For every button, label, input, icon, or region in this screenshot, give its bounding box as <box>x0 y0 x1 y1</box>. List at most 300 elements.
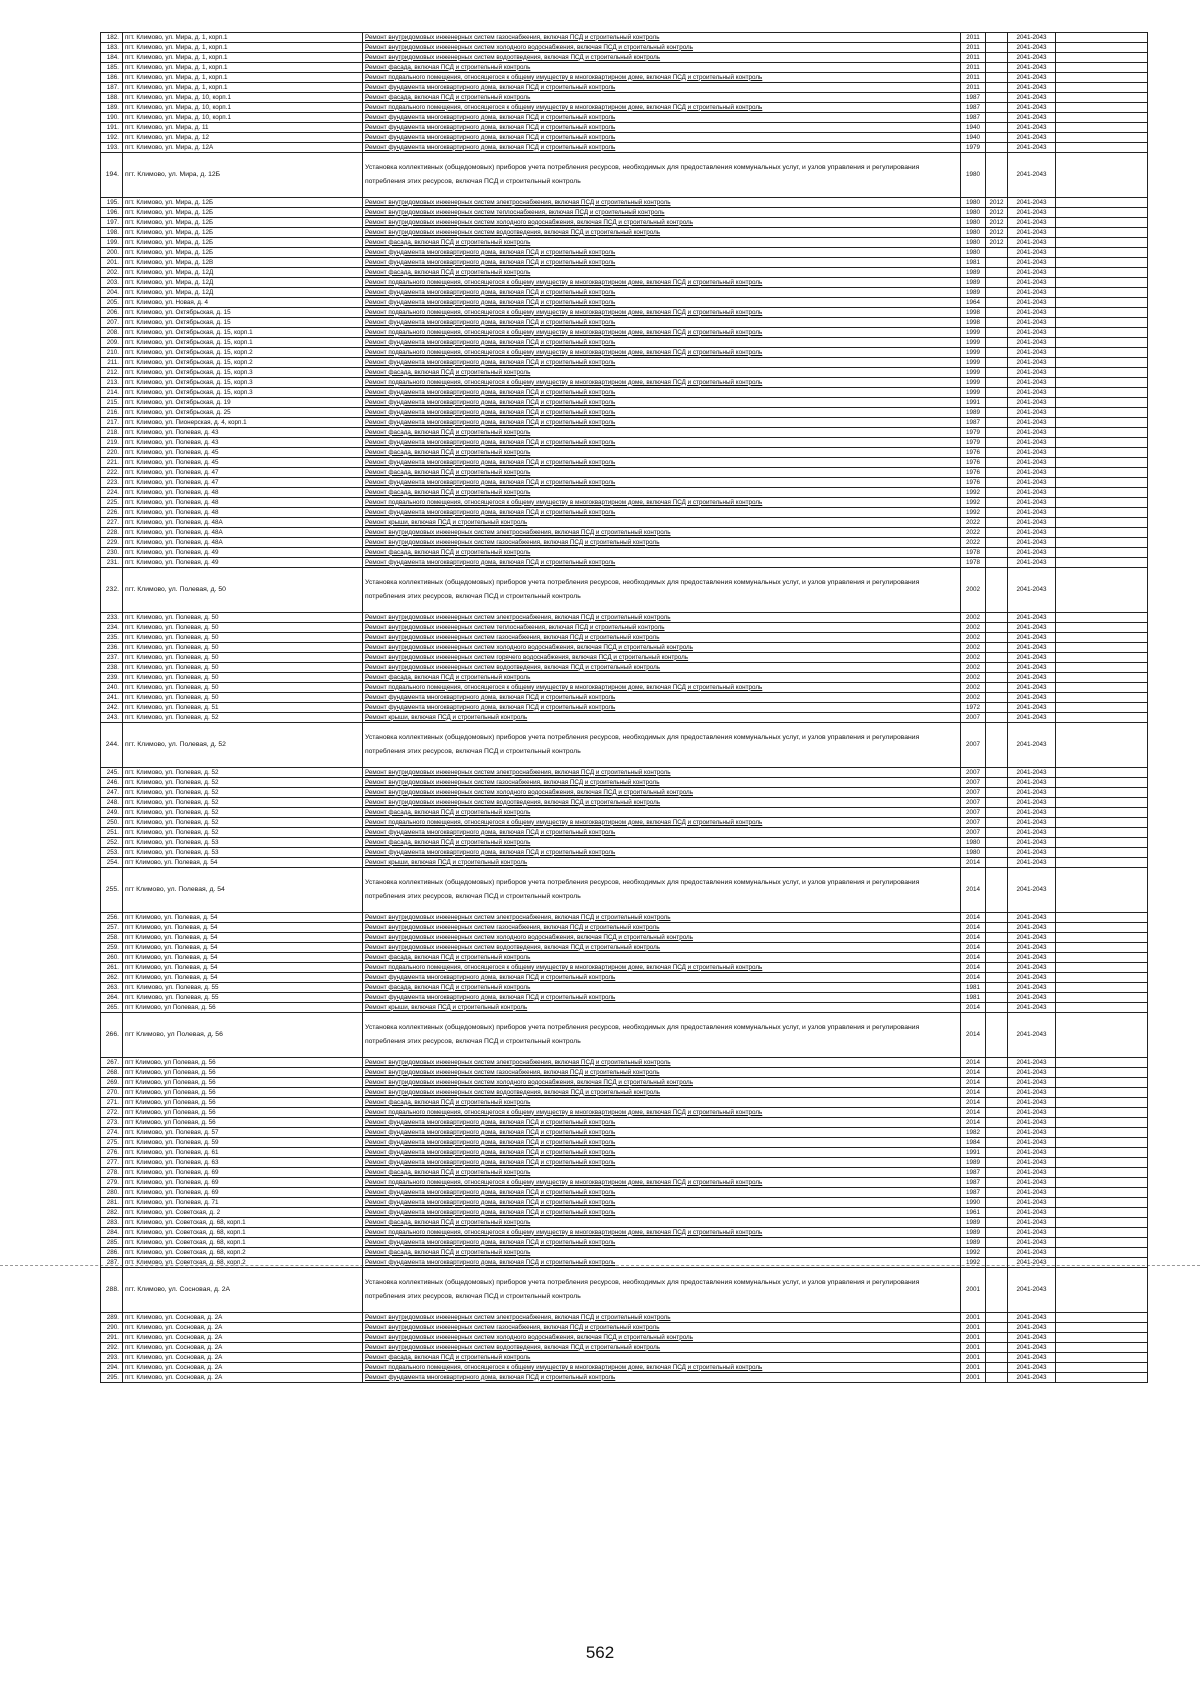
row-number-cell: 204. <box>101 288 123 298</box>
table-row <box>101 673 1148 683</box>
repair-year-cell <box>986 398 1008 408</box>
work-description-cell: Ремонт фундамента многоквартирного дома, включая ПСД и строительный контроль <box>363 83 961 93</box>
empty-cell <box>1056 643 1148 653</box>
table-row <box>101 408 1148 418</box>
work-description-cell: Ремонт фундамента многоквартирного дома, включая ПСД и строительный контроль <box>363 693 961 703</box>
planned-period-cell: 2041-2043 <box>1008 963 1056 973</box>
build-year-cell: 2014 <box>961 1098 986 1108</box>
work-description-cell: Ремонт внутридомовых инженерных систем водоотведения, включая ПСД и строительный контроль <box>363 228 961 238</box>
empty-cell <box>1056 1353 1148 1363</box>
build-year-cell: 1979 <box>961 428 986 438</box>
table-row <box>101 348 1148 358</box>
repair-year-cell <box>986 1138 1008 1148</box>
repair-year-cell <box>986 808 1008 818</box>
repair-year-cell <box>986 43 1008 53</box>
row-number-cell: 214. <box>101 388 123 398</box>
address-cell: пгт. Климово, ул. Мира, д. 1, корп.1 <box>123 63 363 73</box>
empty-cell <box>1056 63 1148 73</box>
empty-cell <box>1056 238 1148 248</box>
table-row <box>101 713 1148 723</box>
address-cell: пгт. Климово, ул. Октябрьская, д. 15 <box>123 308 363 318</box>
address-cell: пгт. Климово, ул. Полевая, д. 48 <box>123 488 363 498</box>
row-number-cell: 278. <box>101 1168 123 1178</box>
table-row <box>101 1313 1148 1323</box>
repair-year-cell <box>986 1013 1008 1058</box>
table-row <box>101 1138 1148 1148</box>
row-number-cell: 252. <box>101 838 123 848</box>
row-number-cell: 235. <box>101 633 123 643</box>
table-row <box>101 983 1148 993</box>
row-number-cell: 247. <box>101 788 123 798</box>
planned-period-cell: 2041-2043 <box>1008 278 1056 288</box>
repair-year-cell <box>986 368 1008 378</box>
repair-year-cell <box>986 488 1008 498</box>
row-number-cell: 225. <box>101 498 123 508</box>
empty-cell <box>1056 488 1148 498</box>
work-description-cell: Ремонт фасада, включая ПСД и строительный контроль <box>363 368 961 378</box>
repair-year-cell <box>986 288 1008 298</box>
table-row <box>101 613 1148 623</box>
table-row <box>101 228 1148 238</box>
row-number-cell: 208. <box>101 328 123 338</box>
row-number-cell: 184. <box>101 53 123 63</box>
work-description-cell: Ремонт внутридомовых инженерных систем водоотведения, включая ПСД и строительный контроль <box>363 663 961 673</box>
row-number-cell: 268. <box>101 1068 123 1078</box>
table-row <box>101 113 1148 123</box>
row-number-cell: 269. <box>101 1078 123 1088</box>
build-year-cell: 2011 <box>961 63 986 73</box>
repair-year-cell <box>986 33 1008 43</box>
row-number-cell: 224. <box>101 488 123 498</box>
table-body <box>101 33 1148 1383</box>
empty-cell <box>1056 338 1148 348</box>
work-description-cell: Ремонт подвального помещения, относящегося к общему имуществу в многоквартирном доме, включая ПСД и строительный контроль <box>363 818 961 828</box>
address-cell: пгт. Климово, ул. Октябрьская, д. 15 <box>123 318 363 328</box>
repair-year-cell <box>986 1108 1008 1118</box>
row-number-cell: 259. <box>101 943 123 953</box>
repair-year-cell <box>986 63 1008 73</box>
build-year-cell: 1992 <box>961 508 986 518</box>
row-number-cell: 212. <box>101 368 123 378</box>
planned-period-cell: 2041-2043 <box>1008 418 1056 428</box>
table-row <box>101 623 1148 633</box>
empty-cell <box>1056 1333 1148 1343</box>
empty-cell <box>1056 868 1148 913</box>
build-year-cell: 2001 <box>961 1333 986 1343</box>
address-cell: пгт. Климово, ул. Полевая, д. 55 <box>123 993 363 1003</box>
address-cell: пгт. Климово, ул. Полевая, д. 59 <box>123 1138 363 1148</box>
empty-cell <box>1056 683 1148 693</box>
address-cell: пгт. Климово, ул. Мира, д. 12Б <box>123 208 363 218</box>
address-cell: пгт. Климово, ул. Полевая, д. 52 <box>123 713 363 723</box>
empty-cell <box>1056 53 1148 63</box>
build-year-cell: 2007 <box>961 818 986 828</box>
planned-period-cell: 2041-2043 <box>1008 768 1056 778</box>
repair-year-cell <box>986 248 1008 258</box>
repair-year-cell <box>986 93 1008 103</box>
planned-period-cell: 2041-2043 <box>1008 703 1056 713</box>
work-description-cell: Ремонт фундамента многоквартирного дома, включая ПСД и строительный контроль <box>363 1158 961 1168</box>
empty-cell <box>1056 778 1148 788</box>
empty-cell <box>1056 953 1148 963</box>
empty-cell <box>1056 368 1148 378</box>
work-description-cell: Ремонт фасада, включая ПСД и строительный контроль <box>363 448 961 458</box>
table-row <box>101 63 1148 73</box>
repair-year-cell <box>986 1068 1008 1078</box>
build-year-cell: 1940 <box>961 133 986 143</box>
build-year-cell: 2001 <box>961 1353 986 1363</box>
repair-year-cell <box>986 558 1008 568</box>
table-row <box>101 133 1148 143</box>
table-row <box>101 1188 1148 1198</box>
repair-year-cell <box>986 778 1008 788</box>
repair-year-cell <box>986 1208 1008 1218</box>
empty-cell <box>1056 398 1148 408</box>
planned-period-cell: 2041-2043 <box>1008 778 1056 788</box>
address-cell: пгт. Климово, ул. Октябрьская, д. 15, корп.1 <box>123 328 363 338</box>
address-cell: пгт. Климово, ул. Октябрьская, д. 25 <box>123 408 363 418</box>
empty-cell <box>1056 1158 1148 1168</box>
address-cell: пгт. Климово, ул. Пионерская, д. 4, корп.1 <box>123 418 363 428</box>
empty-cell <box>1056 113 1148 123</box>
row-number-cell: 255. <box>101 868 123 913</box>
work-description-cell: Ремонт фундамента многоквартирного дома, включая ПСД и строительный контроль <box>363 828 961 838</box>
address-cell: пгт. Климово, ул. Советская, д. 68, корп.2 <box>123 1248 363 1258</box>
empty-cell <box>1056 1098 1148 1108</box>
empty-cell <box>1056 508 1148 518</box>
row-number-cell: 202. <box>101 268 123 278</box>
address-cell: пгт Климово, ул. Полевая, д. 54 <box>123 868 363 913</box>
empty-cell <box>1056 498 1148 508</box>
work-description-cell: Ремонт подвального помещения, относящегося к общему имуществу в многоквартирном доме, включая ПСД и строительный контроль <box>363 1228 961 1238</box>
empty-cell <box>1056 768 1148 778</box>
row-number-cell: 238. <box>101 663 123 673</box>
table-row <box>101 548 1148 558</box>
row-number-cell: 205. <box>101 298 123 308</box>
planned-period-cell: 2041-2043 <box>1008 198 1056 208</box>
work-description-cell: Ремонт фасада, включая ПСД и строительный контроль <box>363 983 961 993</box>
address-cell: пгт. Климово, ул. Полевая, д. 52 <box>123 723 363 768</box>
repair-year-cell <box>986 278 1008 288</box>
work-description-cell: Установка коллективных (общедомовых) приборов учета потребления ресурсов, необходимых для предоставления коммунальных услуг, и узлов управления и регулирования потребления этих ресурсов, включая ПСД и строительный контроль <box>363 1268 961 1313</box>
repair-year-cell <box>986 683 1008 693</box>
address-cell: пгт Климово, ул. Полевая, д. 54 <box>123 953 363 963</box>
table-row <box>101 703 1148 713</box>
planned-period-cell: 2041-2043 <box>1008 238 1056 248</box>
table-row <box>101 298 1148 308</box>
row-number-cell: 290. <box>101 1323 123 1333</box>
planned-period-cell: 2041-2043 <box>1008 468 1056 478</box>
build-year-cell: 1992 <box>961 488 986 498</box>
row-number-cell: 254. <box>101 858 123 868</box>
planned-period-cell: 2041-2043 <box>1008 448 1056 458</box>
repair-year-cell <box>986 1373 1008 1383</box>
empty-cell <box>1056 923 1148 933</box>
row-number-cell: 193. <box>101 143 123 153</box>
row-number-cell: 216. <box>101 408 123 418</box>
empty-cell <box>1056 258 1148 268</box>
row-number-cell: 245. <box>101 768 123 778</box>
planned-period-cell: 2041-2043 <box>1008 518 1056 528</box>
work-description-cell: Ремонт фундамента многоквартирного дома, включая ПСД и строительный контроль <box>363 133 961 143</box>
work-description-cell: Ремонт фасада, включая ПСД и строительный контроль <box>363 838 961 848</box>
empty-cell <box>1056 983 1148 993</box>
empty-cell <box>1056 913 1148 923</box>
empty-cell <box>1056 1013 1148 1058</box>
build-year-cell: 2002 <box>961 683 986 693</box>
planned-period-cell: 2041-2043 <box>1008 808 1056 818</box>
planned-period-cell: 2041-2043 <box>1008 1108 1056 1118</box>
repair-year-cell: 2012 <box>986 208 1008 218</box>
work-description-cell: Установка коллективных (общедомовых) приборов учета потребления ресурсов, необходимых для предоставления коммунальных услуг, и узлов управления и регулирования потребления этих ресурсов, включая ПСД и строительный контроль <box>363 153 961 198</box>
empty-cell <box>1056 428 1148 438</box>
build-year-cell: 1992 <box>961 1258 986 1268</box>
build-year-cell: 1980 <box>961 838 986 848</box>
address-cell: пгт Климово, ул Полевая, д. 56 <box>123 1003 363 1013</box>
address-cell: пгт. Климово, ул. Полевая, д. 50 <box>123 633 363 643</box>
planned-period-cell: 2041-2043 <box>1008 33 1056 43</box>
build-year-cell: 2014 <box>961 1058 986 1068</box>
table-row <box>101 103 1148 113</box>
planned-period-cell: 2041-2043 <box>1008 1323 1056 1333</box>
work-description-cell: Ремонт фундамента многоквартирного дома, включая ПСД и строительный контроль <box>363 458 961 468</box>
address-cell: пгт. Климово, ул. Полевая, д. 43 <box>123 438 363 448</box>
build-year-cell: 2014 <box>961 868 986 913</box>
row-number-cell: 262. <box>101 973 123 983</box>
table-row <box>101 1078 1148 1088</box>
empty-cell <box>1056 318 1148 328</box>
work-description-cell: Ремонт фундамента многоквартирного дома, включая ПСД и строительный контроль <box>363 508 961 518</box>
work-description-cell: Ремонт подвального помещения, относящегося к общему имуществу в многоквартирном доме, включая ПСД и строительный контроль <box>363 73 961 83</box>
planned-period-cell: 2041-2043 <box>1008 673 1056 683</box>
address-cell: пгт Климово, ул Полевая, д. 56 <box>123 1068 363 1078</box>
planned-period-cell: 2041-2043 <box>1008 1078 1056 1088</box>
planned-period-cell: 2041-2043 <box>1008 248 1056 258</box>
repair-year-cell <box>986 1343 1008 1353</box>
build-year-cell: 2022 <box>961 518 986 528</box>
work-description-cell: Ремонт фасада, включая ПСД и строительный контроль <box>363 93 961 103</box>
address-cell: пгт. Климово, ул. Мира, д. 12Б <box>123 228 363 238</box>
empty-cell <box>1056 663 1148 673</box>
row-number-cell: 189. <box>101 103 123 113</box>
table-row <box>101 1108 1148 1118</box>
row-number-cell: 258. <box>101 933 123 943</box>
repair-year-cell <box>986 318 1008 328</box>
work-description-cell: Ремонт внутридомовых инженерных систем водоотведения, включая ПСД и строительный контроль <box>363 1088 961 1098</box>
planned-period-cell: 2041-2043 <box>1008 933 1056 943</box>
planned-period-cell: 2041-2043 <box>1008 438 1056 448</box>
address-cell: пгт. Климово, ул. Мира, д. 1, корп.1 <box>123 33 363 43</box>
table-row <box>101 838 1148 848</box>
empty-cell <box>1056 1363 1148 1373</box>
build-year-cell: 2001 <box>961 1343 986 1353</box>
table-row <box>101 633 1148 643</box>
work-description-cell: Ремонт внутридомовых инженерных систем газоснабжения, включая ПСД и строительный контроль <box>363 33 961 43</box>
work-description-cell: Ремонт фасада, включая ПСД и строительный контроль <box>363 548 961 558</box>
planned-period-cell: 2041-2043 <box>1008 1373 1056 1383</box>
build-year-cell: 1978 <box>961 548 986 558</box>
empty-cell <box>1056 1313 1148 1323</box>
repair-year-cell <box>986 1313 1008 1323</box>
address-cell: пгт. Климово, ул. Мира, д. 10, корп.1 <box>123 113 363 123</box>
empty-cell <box>1056 358 1148 368</box>
planned-period-cell: 2041-2043 <box>1008 723 1056 768</box>
row-number-cell: 230. <box>101 548 123 558</box>
work-description-cell: Ремонт подвального помещения, относящегося к общему имуществу в многоквартирном доме, включая ПСД и строительный контроль <box>363 378 961 388</box>
table-row <box>101 528 1148 538</box>
build-year-cell: 1976 <box>961 458 986 468</box>
table-row <box>101 538 1148 548</box>
work-description-cell: Ремонт внутридомовых инженерных систем газоснабжения, включая ПСД и строительный контроль <box>363 923 961 933</box>
table-row <box>101 73 1148 83</box>
empty-cell <box>1056 808 1148 818</box>
repair-year-cell <box>986 438 1008 448</box>
empty-cell <box>1056 723 1148 768</box>
empty-cell <box>1056 83 1148 93</box>
row-number-cell: 240. <box>101 683 123 693</box>
repair-year-cell <box>986 1003 1008 1013</box>
address-cell: пгт. Климово, ул. Полевая, д. 63 <box>123 1158 363 1168</box>
build-year-cell: 2011 <box>961 43 986 53</box>
work-description-cell: Ремонт фундамента многоквартирного дома, включая ПСД и строительный контроль <box>363 1118 961 1128</box>
table-row <box>101 643 1148 653</box>
work-description-cell: Ремонт фундамента многоквартирного дома, включая ПСД и строительный контроль <box>363 1238 961 1248</box>
planned-period-cell: 2041-2043 <box>1008 133 1056 143</box>
planned-period-cell: 2041-2043 <box>1008 408 1056 418</box>
work-description-cell: Ремонт фундамента многоквартирного дома, включая ПСД и строительный контроль <box>363 113 961 123</box>
empty-cell <box>1056 1178 1148 1188</box>
address-cell: пгт. Климово, ул. Мира, д. 1, корп.1 <box>123 53 363 63</box>
planned-period-cell: 2041-2043 <box>1008 153 1056 198</box>
table-row <box>101 653 1148 663</box>
row-number-cell: 266. <box>101 1013 123 1058</box>
build-year-cell: 1980 <box>961 153 986 198</box>
address-cell: пгт. Климово, ул. Полевая, д. 69 <box>123 1178 363 1188</box>
build-year-cell: 1989 <box>961 408 986 418</box>
empty-cell <box>1056 1228 1148 1238</box>
build-year-cell: 1989 <box>961 268 986 278</box>
row-number-cell: 199. <box>101 238 123 248</box>
build-year-cell: 2014 <box>961 858 986 868</box>
build-year-cell: 1980 <box>961 238 986 248</box>
empty-cell <box>1056 388 1148 398</box>
empty-cell <box>1056 153 1148 198</box>
repair-year-cell <box>986 1353 1008 1363</box>
repair-year-cell <box>986 798 1008 808</box>
build-year-cell: 1987 <box>961 1168 986 1178</box>
build-year-cell: 1982 <box>961 1128 986 1138</box>
work-description-cell: Ремонт фундамента многоквартирного дома, включая ПСД и строительный контроль <box>363 123 961 133</box>
build-year-cell: 2001 <box>961 1313 986 1323</box>
empty-cell <box>1056 103 1148 113</box>
build-year-cell: 1989 <box>961 1218 986 1228</box>
table-row <box>101 398 1148 408</box>
work-description-cell: Ремонт внутридомовых инженерных систем холодного водоснабжения, включая ПСД и строительный контроль <box>363 1078 961 1088</box>
repair-year-cell <box>986 73 1008 83</box>
table-row <box>101 218 1148 228</box>
work-description-cell: Ремонт фасада, включая ПСД и строительный контроль <box>363 1248 961 1258</box>
build-year-cell: 2007 <box>961 788 986 798</box>
row-number-cell: 182. <box>101 33 123 43</box>
planned-period-cell: 2041-2043 <box>1008 973 1056 983</box>
build-year-cell: 2014 <box>961 973 986 983</box>
empty-cell <box>1056 133 1148 143</box>
build-year-cell: 1979 <box>961 438 986 448</box>
address-cell: пгт. Климово, ул. Полевая, д. 48А <box>123 518 363 528</box>
repair-year-cell <box>986 518 1008 528</box>
table-row <box>101 448 1148 458</box>
address-cell: пгт. Климово, ул. Полевая, д. 52 <box>123 788 363 798</box>
planned-period-cell: 2041-2043 <box>1008 623 1056 633</box>
empty-cell <box>1056 248 1148 258</box>
row-number-cell: 243. <box>101 713 123 723</box>
table-row <box>101 568 1148 613</box>
address-cell: пгт. Климово, ул. Полевая, д. 48 <box>123 508 363 518</box>
row-number-cell: 291. <box>101 1333 123 1343</box>
row-number-cell: 283. <box>101 1218 123 1228</box>
empty-cell <box>1056 1268 1148 1313</box>
address-cell: пгт. Климово, ул. Мира, д. 12Б <box>123 198 363 208</box>
row-number-cell: 236. <box>101 643 123 653</box>
repair-year-cell <box>986 378 1008 388</box>
work-description-cell: Ремонт фасада, включая ПСД и строительный контроль <box>363 1098 961 1108</box>
planned-period-cell: 2041-2043 <box>1008 558 1056 568</box>
planned-period-cell: 2041-2043 <box>1008 1343 1056 1353</box>
build-year-cell: 2002 <box>961 653 986 663</box>
address-cell: пгт. Климово, ул. Советская, д. 68, корп.2 <box>123 1258 363 1268</box>
table-row <box>101 268 1148 278</box>
repair-year-cell <box>986 868 1008 913</box>
repair-year-cell <box>986 418 1008 428</box>
address-cell: пгт. Климово, ул. Мира, д. 12Б <box>123 248 363 258</box>
table-row <box>101 258 1148 268</box>
build-year-cell: 2014 <box>961 1068 986 1078</box>
address-cell: пгт Климово, ул Полевая, д. 56 <box>123 1058 363 1068</box>
work-description-cell: Установка коллективных (общедомовых) приборов учета потребления ресурсов, необходимых для предоставления коммунальных услуг, и узлов управления и регулирования потребления этих ресурсов, включая ПСД и строительный контроль <box>363 723 961 768</box>
table-row <box>101 933 1148 943</box>
planned-period-cell: 2041-2043 <box>1008 913 1056 923</box>
build-year-cell: 2014 <box>961 963 986 973</box>
planned-period-cell: 2041-2043 <box>1008 1088 1056 1098</box>
row-number-cell: 203. <box>101 278 123 288</box>
row-number-cell: 198. <box>101 228 123 238</box>
address-cell: пгт. Климово, ул. Полевая, д. 50 <box>123 663 363 673</box>
address-cell: пгт Климово, ул Полевая, д. 56 <box>123 1118 363 1128</box>
address-cell: пгт. Климово, ул. Полевая, д. 48 <box>123 498 363 508</box>
address-cell: пгт. Климово, ул. Полевая, д. 47 <box>123 468 363 478</box>
planned-period-cell: 2041-2043 <box>1008 568 1056 613</box>
planned-period-cell: 2041-2043 <box>1008 633 1056 643</box>
work-description-cell: Ремонт фундамента многоквартирного дома, включая ПСД и строительный контроль <box>363 388 961 398</box>
row-number-cell: 207. <box>101 318 123 328</box>
repair-year-cell <box>986 1188 1008 1198</box>
repair-year-cell <box>986 1258 1008 1268</box>
table-row <box>101 458 1148 468</box>
address-cell: пгт. Климово, ул. Полевая, д. 50 <box>123 693 363 703</box>
planned-period-cell: 2041-2043 <box>1008 398 1056 408</box>
build-year-cell: 1987 <box>961 93 986 103</box>
row-number-cell: 273. <box>101 1118 123 1128</box>
empty-cell <box>1056 198 1148 208</box>
empty-cell <box>1056 448 1148 458</box>
empty-cell <box>1056 848 1148 858</box>
repair-year-cell <box>986 568 1008 613</box>
empty-cell <box>1056 1208 1148 1218</box>
table-row <box>101 248 1148 258</box>
address-cell: пгт. Климово, ул. Мира, д. 10, корп.1 <box>123 103 363 113</box>
build-year-cell: 1992 <box>961 498 986 508</box>
planned-period-cell: 2041-2043 <box>1008 1238 1056 1248</box>
